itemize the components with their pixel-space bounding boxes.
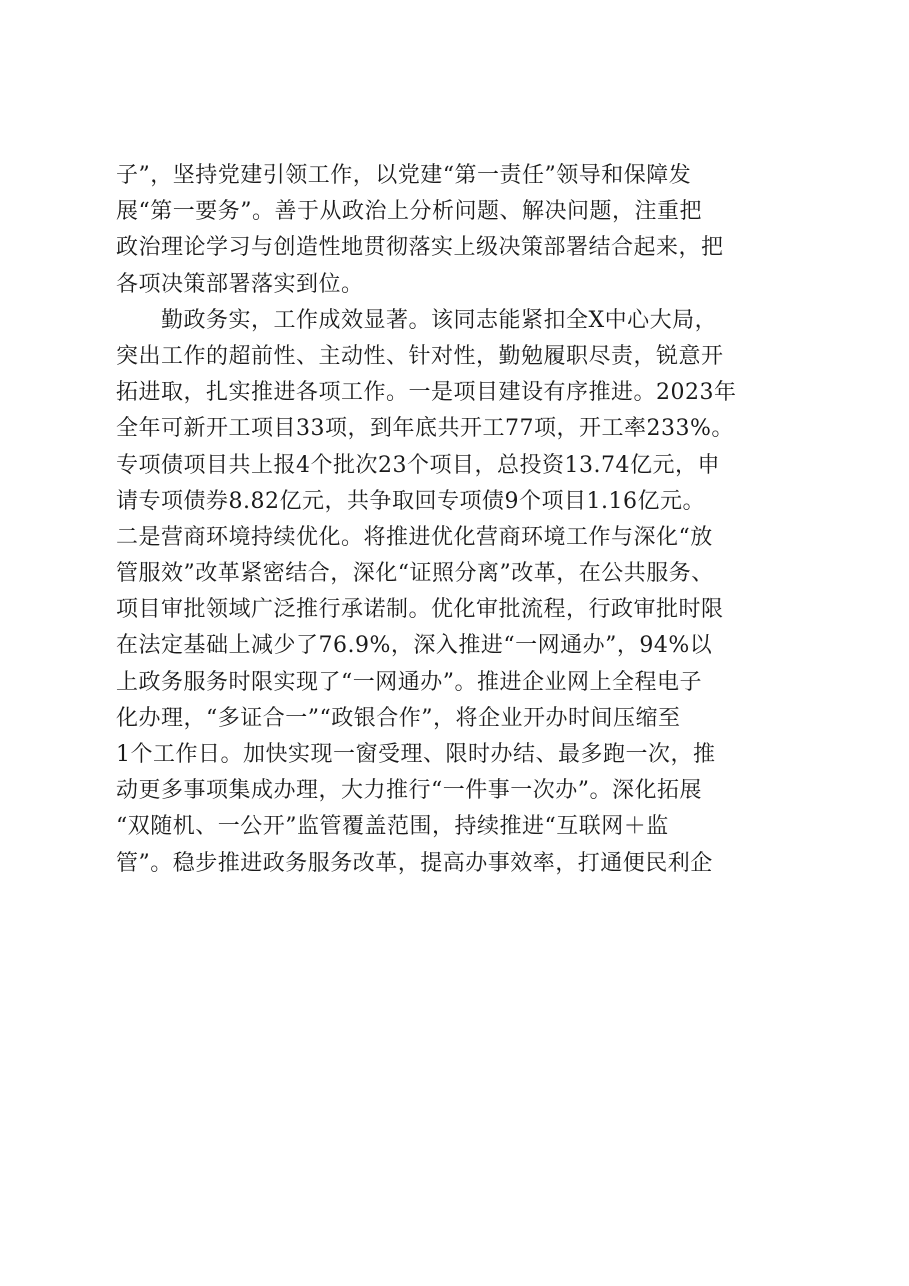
text-line: 上政务服务时限实现了“一网通办”。推进企业网上全程电子 (116, 669, 702, 695)
body-text (116, 158, 796, 882)
text-line: 勤政务实，工作成效显著。该同志能紧扣全X中心大局， (116, 307, 718, 333)
text-line: 请专项债券8.82亿元，共争取回专项债9个项目1.16亿元。 (116, 488, 705, 514)
text-line: 在法定基础上减少了76.9%，深入推进“一网通办”，94%以 (116, 633, 713, 659)
text-line: 拓进取，扎实推进各项工作。一是项目建设有序推进。2023年 (116, 380, 737, 406)
text-line: “双随机、一公开”监管覆盖范围，持续推进“互联网＋监 (116, 814, 669, 840)
text-line: 突出工作的超前性、主动性、针对性，勤勉履职尽责，锐意开 (116, 343, 724, 369)
text-line: 化办理，“多证合一”“政银合作”，将企业开办时间压缩至 (116, 705, 681, 731)
text-line: 专项债项目共上报4个批次23个项目，总投资13.74亿元，申 (116, 452, 720, 478)
text-line: 管”。稳步推进政务服务改革，提高办事效率，打通便民利企 (116, 850, 713, 876)
text-line: 展“第一要务”。善于从政治上分析问题、解决问题，注重把 (116, 199, 702, 225)
text-line: 各项决策部署落实到位。 (116, 271, 364, 297)
text-line: 子”，坚持党建引领工作，以党建“第一责任”领导和保障发 (116, 163, 692, 188)
text-line: 管服效”改革紧密结合，深化“证照分离”改革，在公共服务、 (116, 561, 714, 587)
text-line: 项目审批领域广泛推行承诺制。优化审批流程，行政审批时限 (116, 597, 724, 623)
text-line: 1个工作日。加快实现一窗受理、限时办结、最多跑一次，推 (116, 742, 716, 767)
text-line: 二是营商环境持续优化。将推进优化营商环境工作与深化“放 (116, 524, 713, 550)
text-line: 全年可新开工项目33项，到年底共开工77项，开工率233%。 (116, 416, 734, 442)
text-line: 动更多事项集成办理，大力推行“一件事一次办”。深化拓展 (116, 778, 702, 804)
text-line: 政治理论学习与创造性地贯彻落实上级决策部署结合起来，把 (116, 235, 724, 261)
